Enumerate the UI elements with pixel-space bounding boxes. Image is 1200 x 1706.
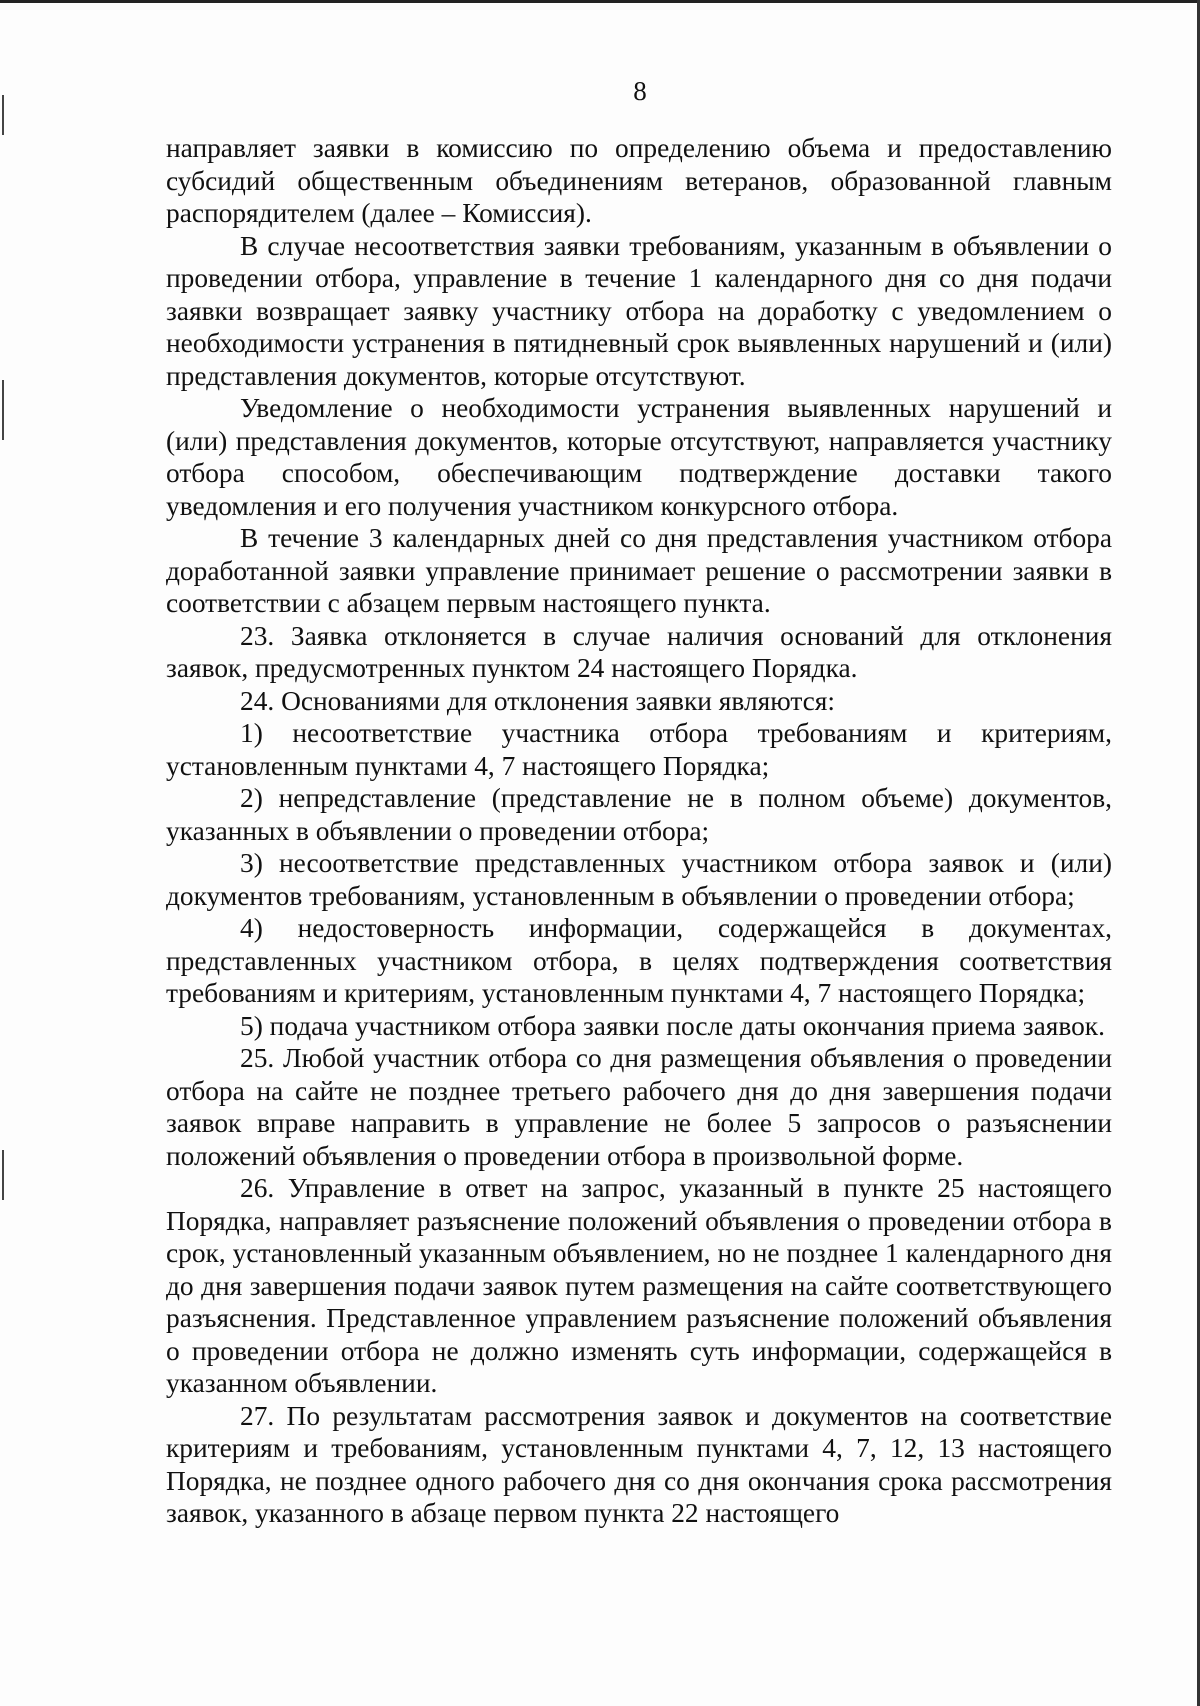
paragraph: 26. Управление в ответ на запрос, указанный в пункте 25 настоящего Порядка, направляет разъяснение положений объявления о проведении отбора в срок, установленный указанным объявлением, но не позднее 1 календарного дня до дня завершения подачи заявок путем размещения на сайте соответствующего разъяснения. Представленное управлением разъяснение положений объявления о проведении отбора не должно изменять суть информации, содержащейся в указанном объявлении.	[166, 1173, 1112, 1398]
paragraph: Уведомление о необходимости устранения выявленных нарушений и (или) представления документов, которые отсутствуют, направляется участнику отбора способом, обеспечивающим подтверждение доставки такого уведомления и его получения участником конкурсного отбора.	[166, 393, 1112, 521]
paragraph: В течение 3 календарных дней со дня представления участником отбора доработанной заявки управление принимает решение о рассмотрении заявки в соответствии с абзацем первым настоящего пункта.	[166, 523, 1112, 618]
scan-mark-left	[2, 380, 4, 440]
paragraph: 24. Основаниями для отклонения заявки являются:	[240, 685, 835, 716]
list-item: 3) несоответствие представленных участником отбора заявок и (или) документов требованиям, установленным в объявлении о проведении отбора;	[166, 848, 1112, 911]
paragraph: 27. По результатам рассмотрения заявок и документов на соответствие критериям и требованиям, установленным пунктами 4, 7, 12, 13 настоящего Порядка, не позднее одного рабочего дня со дня окончания срока рассмотрения заявок, указанного в абзаце первом пункта 22 настоящего	[166, 1400, 1112, 1528]
paragraph: 23. Заявка отклоняется в случае наличия оснований для отклонения заявок, предусмотренных пунктом 24 настоящего Порядка.	[166, 620, 1112, 683]
list-item: 4) недостоверность информации, содержащейся в документах, представленных участником отбора, в целях подтверждения соответствия требованиям и критериям, установленным пунктами 4, 7 настоящего Порядка;	[166, 913, 1112, 1008]
scan-border-top	[0, 0, 1200, 3]
list-item: 2) непредставление (представление не в полном объеме) документов, указанных в объявлении о проведении отбора;	[166, 783, 1112, 846]
list-item: 1) несоответствие участника отбора требованиям и критериям, установленным пунктами 4, 7 настоящего Порядка;	[166, 718, 1112, 781]
document-body	[166, 132, 1112, 1530]
list-item: 5) подача участником отбора заявки после даты окончания приема заявок.	[240, 1010, 1105, 1041]
page-number: 8	[633, 76, 647, 106]
scan-mark-left	[2, 1150, 4, 1200]
paragraph: В случае несоответствия заявки требованиям, указанным в объявлении о проведении отбора, управление в течение 1 календарного дня со дня подачи заявки возвращает заявку участнику отбора на доработку с уведомлением о необходимости устранения в пятидневный срок выявленных нарушений и (или) представления документов, которые отсутствуют.	[166, 230, 1112, 391]
paragraph: 25. Любой участник отбора со дня размещения объявления о проведении отбора на сайте не позднее третьего рабочего дня до дня завершения подачи заявок вправе направить в управление не более 5 запросов о разъяснении положений объявления о проведении отбора в произвольной форме.	[166, 1043, 1112, 1171]
paragraph: направляет заявки в комиссию по определению объема и предоставлению субсидий общественным объединениям ветеранов, образованной главным распорядителем (далее – Комиссия).	[166, 133, 1112, 228]
